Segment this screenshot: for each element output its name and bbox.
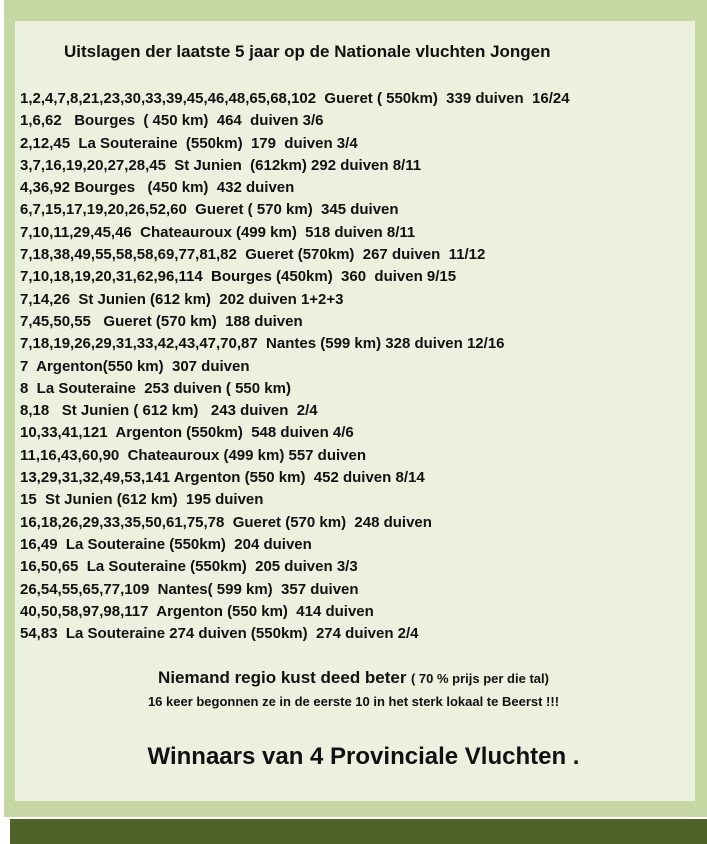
result-line: 8,18 St Junien ( 612 km) 243 duiven 2/4 (20, 402, 318, 420)
result-line: 3,7,16,19,20,27,28,45 St Junien (612km) 292 duiven 8/11 (20, 156, 422, 174)
result-line: 10,33,41,121 Argenton (550km) 548 duiven 4/6 (20, 424, 354, 442)
result-line: 16,18,26,29,33,35,50,61,75,78 Gueret (570 km) 248 duiven (20, 513, 432, 531)
result-line: 11,16,43,60,90 Chateauroux (499 km) 557 duiven (20, 446, 367, 464)
result-line: 7,10,11,29,45,46 Chateauroux (499 km) 518 duiven 8/11 (20, 223, 416, 241)
result-line: 2,12,45 La Souteraine (550km) 179 duiven 3/4 (20, 134, 358, 152)
result-line: 13,29,31,32,49,53,141 Argenton (550 km) 452 duiven 8/14 (20, 469, 425, 487)
footer-subtext: 16 keer begonnen ze in de eerste 10 in het sterk lokaal te Beerst !!! (147, 694, 560, 709)
bottom-shadow-bar (10, 819, 707, 844)
winners-headline: Winnaars van 4 Provinciale Vluchten . (147, 743, 580, 770)
result-line: 4,36,92 Bourges (450 km) 432 duiven (20, 179, 295, 197)
result-line: 7 Argenton(550 km) 307 duiven (20, 357, 250, 375)
result-line: 7,18,19,26,29,31,33,42,43,47,70,87 Nantes (599 km) 328 duiven 12/16 (20, 335, 505, 353)
footer-main-text: Niemand regio kust deed beter (158, 668, 407, 687)
result-line: 6,7,15,17,19,20,26,52,60 Gueret ( 570 km) 345 duiven (20, 201, 399, 219)
result-line: 7,14,26 St Junien (612 km) 202 duiven 1+2+3 (20, 290, 344, 308)
result-line: 40,50,58,97,98,117 Argenton (550 km) 414 duiven (20, 602, 374, 620)
footer-statement (0, 668, 707, 688)
result-line: 1,6,62 Bourges ( 450 km) 464 duiven 3/6 (20, 112, 324, 130)
result-line: 16,49 La Souteraine (550km) 204 duiven (20, 535, 312, 553)
result-line: 7,18,38,49,55,58,58,69,77,81,82 Gueret (570km) 267 duiven 11/12 (20, 246, 486, 264)
result-line: 8 La Souteraine 253 duiven ( 550 km) (20, 379, 291, 397)
result-line: 1,2,4,7,8,21,23,30,33,39,45,46,48,65,68,102 Gueret ( 550km) 339 duiven 16/24 (20, 90, 570, 107)
result-line: 7,10,18,19,20,31,62,96,114 Bourges (450km) 360 duiven 9/15 (20, 268, 457, 286)
result-line: 16,50,65 La Souteraine (550km) 205 duiven 3/3 (20, 558, 358, 576)
results-list (20, 88, 570, 645)
result-line: 54,83 La Souteraine 274 duiven (550km) 274 duiven 2/4 (20, 625, 419, 643)
result-line: 7,45,50,55 Gueret (570 km) 188 duiven (20, 312, 303, 330)
page-title: Uitslagen der laatste 5 jaar op de Nationale vluchten Jongen (64, 42, 551, 61)
footer-note-text: ( 70 % prijs per die tal) (410, 671, 549, 686)
result-line: 15 St Junien (612 km) 195 duiven (20, 491, 264, 509)
result-line: 26,54,55,65,77,109 Nantes( 599 km) 357 duiven (20, 580, 359, 598)
